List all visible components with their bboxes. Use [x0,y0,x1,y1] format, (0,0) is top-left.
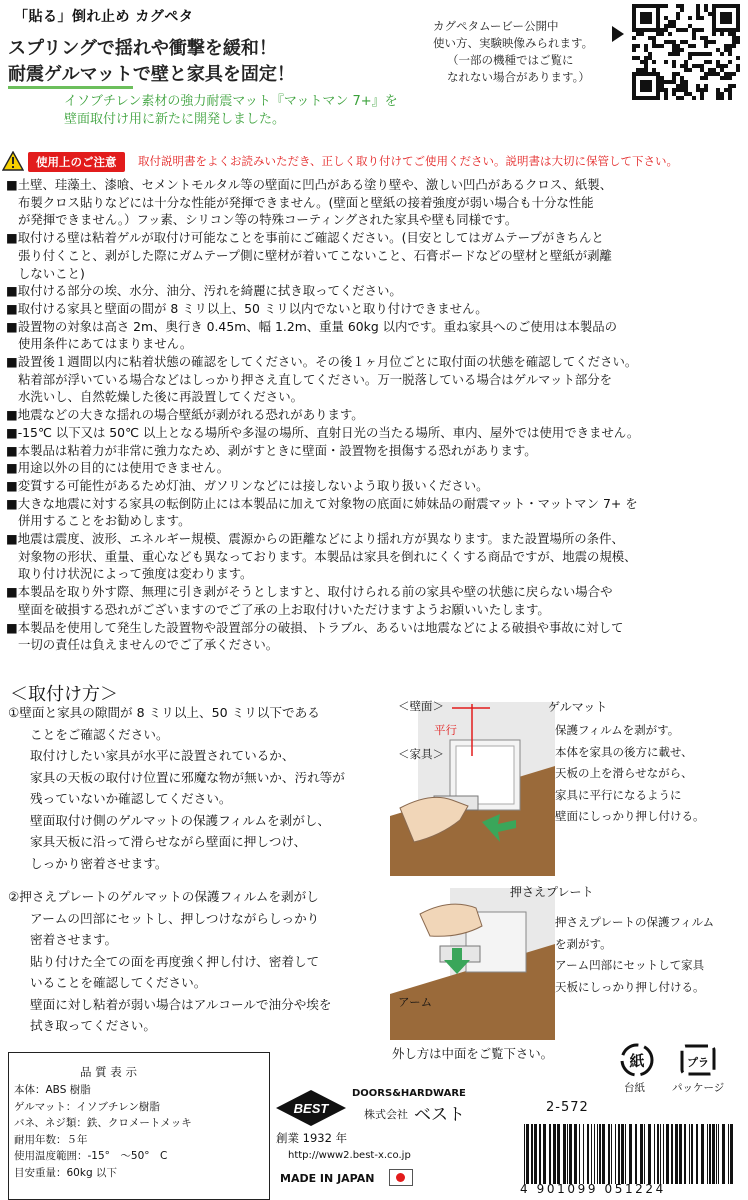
fig1-label-gelmat: ゲルマット [548,700,608,714]
text-line: 家具の天板の取付け位置に邪魔な物が無いか、汚れ等が [30,769,345,785]
note-item [6,477,744,495]
note-item [6,442,744,460]
package-label: パッケージ [672,1082,725,1094]
text-line: 壁面取付け側のゲルマットの保護フィルムを剥がし、 [30,812,330,828]
usage-notes [6,176,744,654]
paper-recycle-icon [618,1042,656,1078]
note-line: ■本製品は粘着力が非常に強力なため、剥がすときに壁面・設置物を損傷する恐れがあります。 [6,442,537,458]
text-line: 貼り付けた全ての面を再度強く押し付け、密着して [30,953,320,969]
caution-text: 取付説明書をよくお読みいただき、正しく取り付けてご使用ください。説明書は大切に保管して下さい。 [138,154,679,168]
fig1-label-wall: ＜壁面＞ [398,699,444,713]
note-line: ■地震は震度、波形、エネルギー規模、震源からの距離などにより揺れ方が異なります。また設置場所の条件、 [6,531,624,547]
fig1-caption [555,720,705,828]
note-line: ■取付ける部分の埃、水分、油分、汚れを綺麗に拭き取ってください。 [6,283,402,299]
text-line: 取付けしたい家具が水平に設置されているか、 [30,748,295,763]
note-line: が発揮できません。）フッ素、シリコン等の特殊コーティングされた家具や壁も同様です。 [18,212,518,228]
movie-line: （一部の機種ではご覧に [447,53,574,67]
text-line: 押さえプレートの保護フィルム [555,915,715,929]
note-line: 取り付け状況によって強度は変わります。 [18,566,253,582]
plastic-symbol: プラ [687,1056,709,1069]
quality-items [14,1082,192,1182]
headline-2-highlight: 耐震ゲルマット [8,60,133,89]
barcode-number: 4 901099 051224 [520,1182,666,1196]
note-item [6,300,744,318]
product-code: 2-572 [546,1100,589,1115]
headline-2-rest: で壁と家具を固定！ [132,64,295,85]
qr-code[interactable] [632,4,740,100]
company-prefix: 株式会社 [364,1108,408,1121]
barcode [520,1124,742,1184]
subheadline-2: 壁面取付け用に新たに開発しました。 [64,112,286,127]
illustration-step-1 [390,696,555,876]
company-url[interactable]: http://www2.best-x.co.jp [288,1150,411,1161]
note-item [6,424,744,442]
note-item [6,459,744,477]
text-line: 保護フィルムを剥がす。 [555,723,680,737]
note-line: 併用することをお勧めします。 [18,513,191,529]
note-item [6,495,744,530]
note-line: ■土壁、珪藻土、漆喰、セメントモルタル等の壁面に凹凸がある塗り壁や、激しい凹凸があるクロス、紙製、 [6,177,613,192]
doors-hardware: DOORS&HARDWARE [352,1088,466,1099]
note-line: 一切の責任は負えませんのでご了承ください。 [18,637,279,653]
paper-symbol: 紙 [629,1052,645,1070]
fig2-caption [555,912,714,998]
text-line: アームの凹部にセットし、押しつけながらしっかり [30,910,320,926]
text-line: 拭き取ってください。 [30,1018,156,1033]
text-line: しっかり密着させます。 [30,855,168,871]
note-line: 布製クロス貼りなどには十分な性能が発揮できません。(壁面と壁紙の接着強度が弱い場合も十分な性能 [18,194,594,210]
text-line: 目安重量：60kg 以下 [14,1166,117,1179]
text-line: ことをご確認ください。 [30,726,169,742]
arrow-right-icon [612,26,624,42]
made-in-japan: MADE IN JAPAN [280,1172,375,1185]
fig1-label-parallel: 平行 [434,723,457,737]
text-line: いることを確認してください。 [30,975,207,990]
note-item [6,406,744,424]
text-line: アーム凹部にセットして家具 [555,958,705,972]
note-line: ■設置物の対象は高さ 2m、奥行き 0.45m、幅 1.2m、重量 60kg 以内です。重ね家具へのご使用は本製品の [6,318,618,334]
note-item [6,318,744,353]
note-line: 張り付くこと、剥がした際にガムテープ側に壁材が着いてこないこと、石膏ボードなどの壁材と壁紙が剥離 [18,247,612,263]
note-line: ■大きな地震に対する家具の転倒防止には本製品に加えて対象物の底面に姉妹品の耐震マット・マットマン 7+ を [6,495,638,511]
text-line: 天板の上を滑らせながら、 [555,766,693,780]
note-line: ■取付ける家具と壁面の間が 8 ミリ以上、50 ミリ以内でないと取り付けできません。 [6,300,488,316]
howto-title: ＜取付け方＞ [10,684,118,705]
note-item [6,176,744,229]
movie-notice [433,18,593,86]
note-line: ■変質する可能性があるため灯油、ガソリンなどには接しないよう取り扱いください。 [6,477,489,493]
note-item [6,619,744,654]
best-logo [274,1088,348,1128]
note-line: 使用条件にあてはまりません。 [18,336,193,352]
illustration-step-2 [390,884,555,1040]
text-line: 壁面に対し粘着が弱い場合はアルコールで油分や埃を [30,996,332,1012]
text-line: 家具天板に沿って滑らせながら壁面に押しつけ、 [30,834,307,849]
plastic-recycle-icon [678,1042,718,1078]
movie-line: 使い方、実験映像みられます。 [433,36,594,50]
note-line: ■用途以外の目的には使用できません。 [6,460,230,476]
note-item [6,530,744,583]
remove-note: 外し方は中面をご覧下さい。 [392,1046,554,1061]
text-line: ①壁面と家具の隙間が 8 ミリ以上、50 ミリ以下である [8,705,320,720]
warning-triangle-icon [2,151,24,171]
text-line: 使用温度範囲：-15° ～50° C [14,1150,168,1163]
subheadline-1: イソブチレン素材の強力耐震マット『マットマン 7+』を [64,94,398,109]
company-name: ベスト [414,1105,465,1125]
note-line: ■取付ける壁は粘着ゲルが取付け可能なことを事前にご確認ください。(目安としてはガムテープがきちんと [6,230,604,246]
note-line: ■地震などの大きな揺れの場合壁紙が剥がれる恐れがあります。 [6,407,364,423]
step-1 [8,702,388,874]
text-line: 壁面にしっかり押し付ける。 [555,809,705,823]
fig2-label-plate: 押さえプレート [510,885,594,899]
fig1-label-furniture: ＜家具＞ [398,747,444,761]
note-item [6,282,744,300]
movie-line: なれない場合があります。） [447,70,590,84]
note-line: 壁面を破損する恐れがございますのでご了承の上お取付けいただけますようお願いいたします。 [18,601,550,617]
text-line: を剥がす。 [555,936,612,951]
note-item [6,353,744,406]
founded-year: 創業 1932 年 [276,1131,348,1145]
note-line: ■-15℃ 以下又は 50℃ 以上となる場所や多湿の場所、直射日光の当たる場所、車内、屋外では使用できません。 [6,424,640,440]
japan-flag-icon [389,1169,413,1186]
headline-1: スプリングで揺れや衝撃を緩和！ [8,38,277,59]
text-line: バネ、ネジ類：鉄、クロメートメッキ [14,1117,192,1130]
text-line: 天板にしっかり押し付ける。 [555,979,705,994]
note-line: しないこと) [18,265,85,281]
paper-label: 台紙 [624,1082,645,1094]
product-title: 「貼る」倒れ止め カグペタ [14,9,194,25]
svg-text:BEST: BEST [293,1101,329,1116]
fig2-label-arm: アーム [398,995,433,1009]
text-line: ゲルマット：イソブチレン樹脂 [14,1100,160,1113]
note-line: ■本製品を使用して発生した設置物や設置部分の破損、トラブル、あるいは地震などによる破損や事故に対して [6,619,624,635]
note-line: ■本製品を取り外す際、無理に引き剥がそうとしますと、取付けられる前の家具や壁の状態に戻らない場合や [6,584,613,600]
note-line: 対象物の形状、重量、重心なども異なっております。本製品は家具を倒れにくくする商品ですが、地震の規模、 [18,548,637,564]
step-2 [8,886,388,1037]
headline-2 [8,60,295,89]
text-line: 本体：ABS 樹脂 [14,1084,91,1096]
note-item [6,583,744,618]
quality-title: 品 質 表 示 [80,1065,137,1079]
text-line: 本体を家具の後方に載せ、 [555,744,693,759]
text-line: 密着させます。 [30,932,118,947]
movie-line: カグペタムービー公開中 [433,19,559,33]
text-line: 家具に平行になるように [555,787,682,802]
text-line: ②押さえプレートのゲルマットの保護フィルムを剥がし [8,889,319,904]
note-line: ■設置後１週間以内に粘着状態の確認をしてください。その後１ヶ月位ごとに取付面の状態を確認してください。 [6,354,638,370]
text-line: 耐用年数：５年 [14,1133,88,1146]
note-item [6,229,744,282]
note-line: 粘着部が浮いている場合などはしっかり押さえ直してください。万一脱落している場合はゲルマット部分を [18,371,613,387]
text-line: 残っていないか確認してください。 [30,791,232,806]
caution-badge: 使用上のご注意 [28,152,125,172]
note-line: 水洗いし、自然乾燥した後に再設置してください。 [18,389,303,405]
